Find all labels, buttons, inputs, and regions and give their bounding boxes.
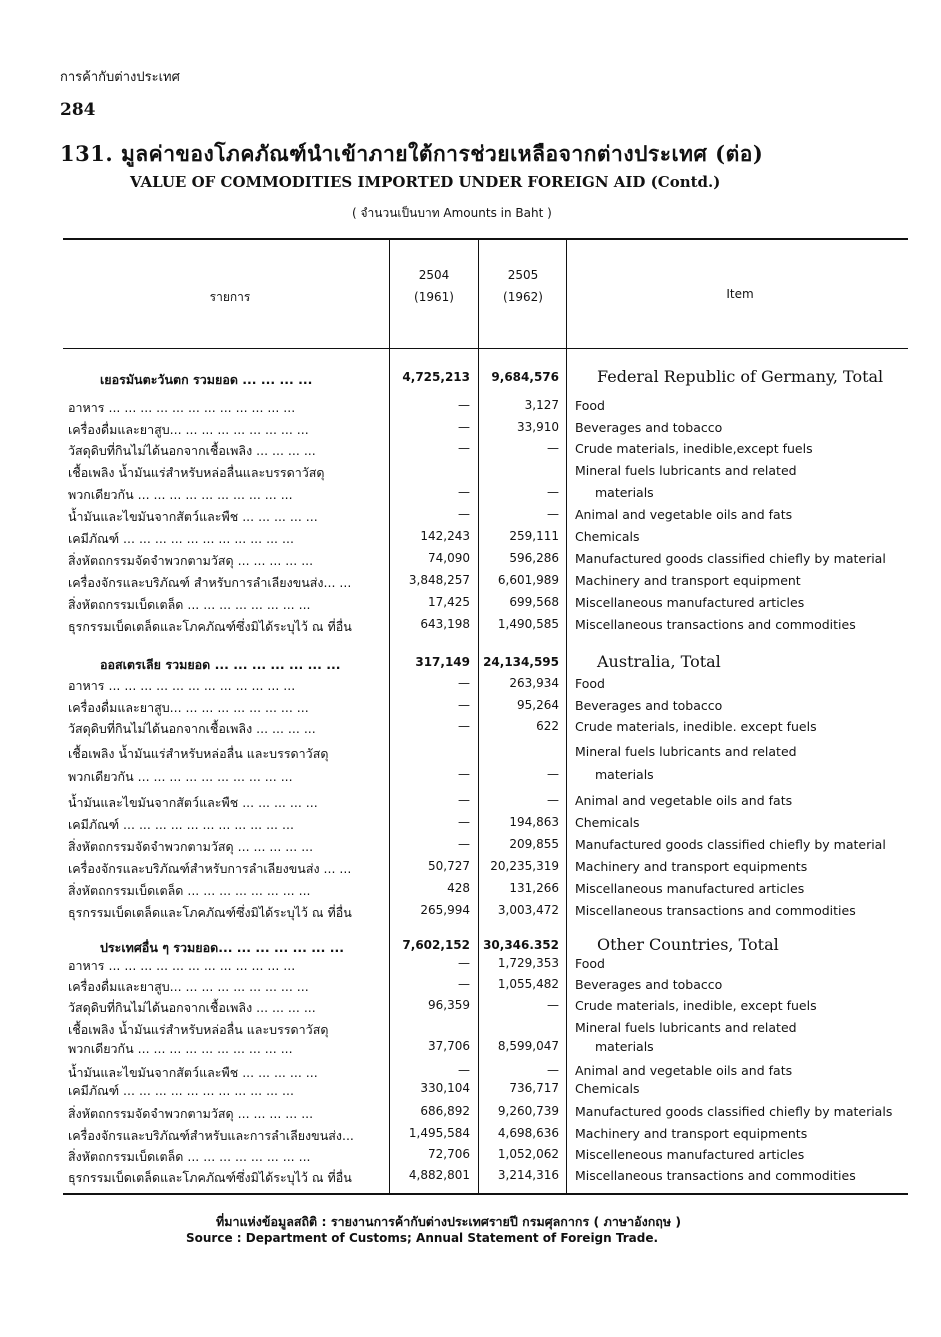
value-1961-cell: — xyxy=(458,1063,470,1077)
english-item-cell: Crude materials, inedible,except fuels xyxy=(575,441,813,456)
value-1962-cell: — xyxy=(547,507,559,521)
english-item-cell: Beverages and tobacco xyxy=(575,698,723,713)
english-item-cell: Manufactured goods classified chiefly by material xyxy=(575,837,886,852)
thai-item-cell: เคมีภัณฑ์ ... ... ... ... ... ... ... ... ... ... ... xyxy=(68,531,294,546)
thai-item-cell: อาหาร ... ... ... ... ... ... ... ... ... ... ... ... xyxy=(68,400,296,415)
value-1961-cell: 7,602,152 xyxy=(402,938,470,952)
thai-item-cell: ธุรกรรมเบ็ดเตล็ดและโภคภัณฑ์ซึ่งมิได้ระบุไว้ ณ ที่อื่น xyxy=(68,905,352,920)
value-1961-cell: 686,892 xyxy=(420,1104,470,1118)
table-row xyxy=(65,698,905,719)
english-item-cell: Crude materials, inedible, except fuels xyxy=(575,998,817,1013)
english-item-cell: Manufactured goods classified chiefly by materials xyxy=(575,1104,893,1119)
english-item-cell: materials xyxy=(595,767,654,782)
value-1962-cell: 30,346.352 xyxy=(483,938,559,952)
english-item-cell: Beverages and tobacco xyxy=(575,977,723,992)
english-item-cell: Miscellaneous transactions and commodities xyxy=(575,1168,856,1183)
value-1962-cell: 194,863 xyxy=(509,815,559,829)
column-header-item: Item xyxy=(726,287,754,301)
value-1961-cell: — xyxy=(458,698,470,712)
value-1962-cell: 596,286 xyxy=(509,551,559,565)
english-item-cell: Miscellaneous transactions and commodities xyxy=(575,617,856,632)
thai-item-cell: เชื้อเพลิง น้ำมันแร่สำหรับหล่อลื่น และบรรดาวัสดุ xyxy=(68,1022,329,1037)
thai-item-cell: วัสดุดิบที่กินไม่ได้นอกจากเชื้อเพลิง ... ... ... ... xyxy=(68,443,316,458)
table-row xyxy=(65,1126,905,1147)
table-row xyxy=(65,837,905,858)
english-item-cell: Food xyxy=(575,956,605,971)
thai-item-cell: ประเทศอื่น ๆ รวมยอด... ... ... ... ... ... ... xyxy=(100,940,345,955)
value-1961-cell: — xyxy=(458,485,470,499)
column-header-1962-ce: (1962) xyxy=(503,290,543,304)
value-1961-cell: 330,104 xyxy=(420,1081,470,1095)
table-row xyxy=(65,507,905,528)
english-item-cell: Miscellaneous manufactured articles xyxy=(575,881,805,896)
value-1961-cell: 1,495,584 xyxy=(408,1126,470,1140)
table-row xyxy=(65,859,905,880)
english-item-cell: materials xyxy=(595,485,654,500)
table-row xyxy=(65,1081,905,1102)
english-item-cell: Food xyxy=(575,676,605,691)
table-title-thai: 131. มูลค่าของโภคภัณฑ์นำเข้าภายใต้การช่วยเหลือจากต่างประเทศ (ต่อ) xyxy=(60,141,764,166)
value-1962-cell: 1,490,585 xyxy=(497,617,559,631)
value-1961-cell: 428 xyxy=(447,881,470,895)
thai-item-cell: เครื่องดื่มและยาสูบ... ... ... ... ... ... ... ... ... xyxy=(68,700,309,715)
english-item-cell: Manufactured goods classified chiefly by material xyxy=(575,551,886,566)
english-item-cell: materials xyxy=(595,1039,654,1054)
english-item-cell: Mineral fuels lubricants and related xyxy=(575,1020,797,1035)
value-1961-cell: 96,359 xyxy=(428,998,470,1012)
table-row xyxy=(65,793,905,814)
value-1962-cell: 24,134,595 xyxy=(483,655,559,669)
table-row xyxy=(65,529,905,550)
english-item-cell: Miscellaneous transactions and commodities xyxy=(575,903,856,918)
table-row xyxy=(65,815,905,836)
thai-item-cell: เชื้อเพลิง น้ำมันแร่สำหรับหล่อลื่นและบรรดาวัสดุ xyxy=(68,465,325,480)
english-item-cell: Food xyxy=(575,398,605,413)
value-1961-cell: — xyxy=(458,977,470,991)
thai-item-cell: ธุรกรรมเบ็ดเตล็ดและโภคภัณฑ์ซึ่งมิได้ระบุไว้ ณ ที่อื่น xyxy=(68,619,352,634)
value-1961-cell: 72,706 xyxy=(428,1147,470,1161)
value-1961-cell: 142,243 xyxy=(420,529,470,543)
thai-item-cell: ออสเตรเลีย รวมยอด ... ... ... ... ... ... ... xyxy=(100,657,341,672)
section-header: การค้ากับต่างประเทศ xyxy=(60,70,180,85)
value-1962-cell: 1,052,062 xyxy=(497,1147,559,1161)
value-1962-cell: 209,855 xyxy=(509,837,559,851)
header-bottom-rule xyxy=(63,348,908,349)
thai-item-cell: เยอรมันตะวันตก รวมยอด ... ... ... ... xyxy=(100,372,313,387)
value-1962-cell: — xyxy=(547,767,559,781)
english-item-cell: Miscelleneous manufactured articles xyxy=(575,1147,805,1162)
value-1962-cell: — xyxy=(547,485,559,499)
table-row xyxy=(65,551,905,572)
value-1961-cell: — xyxy=(458,441,470,455)
units-note: ( จำนวนเป็นบาท Amounts in Baht ) xyxy=(352,206,552,220)
value-1962-cell: 3,003,472 xyxy=(497,903,559,917)
table-row xyxy=(65,1104,905,1125)
value-1961-cell: — xyxy=(458,837,470,851)
value-1962-cell: 1,729,353 xyxy=(497,956,559,970)
value-1961-cell: 317,149 xyxy=(415,655,470,669)
value-1962-cell: 622 xyxy=(536,719,559,733)
table-bottom-rule xyxy=(63,1193,908,1195)
table-row xyxy=(65,1039,905,1060)
table-row xyxy=(65,767,905,788)
value-1962-cell: 1,055,482 xyxy=(497,977,559,991)
english-item-cell: Australia, Total xyxy=(597,652,721,671)
table-row xyxy=(65,903,905,924)
table-row xyxy=(65,956,905,977)
column-header-thai-item: รายการ xyxy=(209,290,251,304)
value-1962-cell: 8,599,047 xyxy=(497,1039,559,1053)
thai-item-cell: ธุรกรรมเบ็ดเตล็ดและโภคภัณฑ์ซึ่งมิได้ระบุไว้ ณ ที่อื่น xyxy=(68,1170,352,1185)
thai-item-cell: พวกเดียวกัน ... ... ... ... ... ... ... ... ... ... xyxy=(68,487,293,502)
thai-item-cell: เคมีภัณฑ์ ... ... ... ... ... ... ... ... ... ... ... xyxy=(68,817,294,832)
thai-item-cell: อาหาร ... ... ... ... ... ... ... ... ... ... ... ... xyxy=(68,958,296,973)
value-1962-cell: 6,601,989 xyxy=(497,573,559,587)
english-item-cell: Other Countries, Total xyxy=(597,935,779,954)
value-1961-cell: 643,198 xyxy=(420,617,470,631)
english-item-cell: Animal and vegetable oils and fats xyxy=(575,793,793,808)
value-1962-cell: 3,214,316 xyxy=(497,1168,559,1182)
english-item-cell: Federal Republic of Germany, Total xyxy=(597,367,884,386)
table-row xyxy=(65,881,905,902)
english-item-cell: Crude materials, inedible. except fuels xyxy=(575,719,817,734)
english-item-cell: Machinery and transport equipments xyxy=(575,859,808,874)
english-item-cell: Chemicals xyxy=(575,529,640,544)
table-row xyxy=(65,441,905,462)
thai-item-cell: น้ำมันและไขมันจากสัตว์และพืช ... ... ... ... ... xyxy=(68,1065,318,1080)
english-item-cell: Animal and vegetable oils and fats xyxy=(575,507,793,522)
value-1962-cell: — xyxy=(547,1063,559,1077)
english-item-cell: Chemicals xyxy=(575,815,640,830)
thai-item-cell: น้ำมันและไขมันจากสัตว์และพืช ... ... ... ... ... xyxy=(68,795,318,810)
value-1962-cell: 259,111 xyxy=(509,529,559,543)
value-1961-cell: — xyxy=(458,398,470,412)
value-1962-cell: 131,266 xyxy=(509,881,559,895)
thai-item-cell: สิ่งหัตถกรรมจัดจำพวกตามวัสดุ ... ... ... ... ... xyxy=(68,1106,314,1121)
value-1962-cell: — xyxy=(547,998,559,1012)
source-note-thai: ที่มาแห่งข้อมูลสถิติ : รายงานการค้ากับต่างประเทศรายปี กรมศุลกากร ( ภาษาอังกฤษ ) xyxy=(216,1214,682,1229)
value-1961-cell: 4,725,213 xyxy=(402,370,470,384)
thai-item-cell: สิ่งหัตถกรรมจัดจำพวกตามวัสดุ ... ... ... ... ... xyxy=(68,553,314,568)
value-1962-cell: 699,568 xyxy=(509,595,559,609)
thai-item-cell: เครื่องดื่มและยาสูบ... ... ... ... ... ... ... ... ... xyxy=(68,979,309,994)
table-row xyxy=(65,719,905,740)
value-1962-cell: — xyxy=(547,441,559,455)
english-item-cell: Miscellaneous manufactured articles xyxy=(575,595,805,610)
country-total-row xyxy=(65,367,905,391)
english-item-cell: Machinery and transport equipments xyxy=(575,1126,808,1141)
table-row xyxy=(65,463,905,484)
value-1961-cell: 50,727 xyxy=(428,859,470,873)
table-row xyxy=(65,617,905,638)
table-row xyxy=(65,1020,905,1041)
value-1961-cell: 4,882,801 xyxy=(408,1168,470,1182)
thai-item-cell: อาหาร ... ... ... ... ... ... ... ... ... ... ... ... xyxy=(68,678,296,693)
table-row xyxy=(65,1168,905,1189)
value-1962-cell: 95,264 xyxy=(517,698,559,712)
page-number: 284 xyxy=(60,100,96,120)
source-note-english: Source : Department of Customs; Annual Statement of Foreign Trade. xyxy=(186,1231,659,1245)
thai-item-cell: วัสดุดิบที่กินไม่ได้นอกจากเชื้อเพลิง ... ... ... ... xyxy=(68,721,316,736)
thai-item-cell: เครื่องดื่มและยาสูบ... ... ... ... ... ... ... ... ... xyxy=(68,422,309,437)
value-1961-cell: — xyxy=(458,793,470,807)
thai-item-cell: น้ำมันและไขมันจากสัตว์และพืช ... ... ... ... ... xyxy=(68,509,318,524)
table-row xyxy=(65,398,905,419)
thai-item-cell: พวกเดียวกัน ... ... ... ... ... ... ... ... ... ... xyxy=(68,1041,293,1056)
table-row xyxy=(65,573,905,594)
value-1962-cell: 263,934 xyxy=(509,676,559,690)
english-item-cell: Beverages and tobacco xyxy=(575,420,723,435)
thai-item-cell: เชื้อเพลิง น้ำมันแร่สำหรับหล่อลื่น และบรรดาวัสดุ xyxy=(68,746,329,761)
column-header-1961-year: 2504 xyxy=(418,268,450,282)
table-row xyxy=(65,420,905,441)
english-item-cell: Machinery and transport equipment xyxy=(575,573,801,588)
value-1962-cell: 4,698,636 xyxy=(497,1126,559,1140)
country-total-row xyxy=(65,652,905,676)
value-1962-cell: 9,260,739 xyxy=(497,1104,559,1118)
table-title-english: VALUE OF COMMODITIES IMPORTED UNDER FOREIGN AID (Contd.) xyxy=(130,173,721,191)
table-top-rule xyxy=(63,238,908,240)
table-row xyxy=(65,977,905,998)
thai-item-cell: สิ่งหัตถกรรมเบ็ดเตล็ด ... ... ... ... ... ... ... ... xyxy=(68,1149,311,1164)
value-1961-cell: 17,425 xyxy=(428,595,470,609)
table-row xyxy=(65,485,905,506)
table-row xyxy=(65,1147,905,1168)
value-1961-cell: 3,848,257 xyxy=(408,573,470,587)
table-row xyxy=(65,676,905,697)
value-1961-cell: 37,706 xyxy=(428,1039,470,1053)
value-1961-cell: — xyxy=(458,676,470,690)
thai-item-cell: สิ่งหัตถกรรมเบ็ดเตล็ด ... ... ... ... ... ... ... ... xyxy=(68,883,311,898)
value-1961-cell: — xyxy=(458,956,470,970)
english-item-cell: Chemicals xyxy=(575,1081,640,1096)
value-1961-cell: — xyxy=(458,815,470,829)
value-1962-cell: 3,127 xyxy=(524,398,559,412)
value-1961-cell: 265,994 xyxy=(420,903,470,917)
value-1961-cell: — xyxy=(458,719,470,733)
value-1962-cell: 20,235,319 xyxy=(490,859,559,873)
thai-item-cell: สิ่งหัตถกรรมจัดจำพวกตามวัสดุ ... ... ... ... ... xyxy=(68,839,314,854)
english-item-cell: Animal and vegetable oils and fats xyxy=(575,1063,793,1078)
value-1961-cell: 74,090 xyxy=(428,551,470,565)
thai-item-cell: เครื่องจักรและบริภัณฑ์ สำหรับการลำเลียงขนส่ง... ... xyxy=(68,575,352,590)
table-row xyxy=(65,744,905,765)
value-1962-cell: 33,910 xyxy=(517,420,559,434)
column-header-1961-ce: (1961) xyxy=(414,290,454,304)
thai-item-cell: เครื่องจักรและบริภัณฑ์สำหรับการลำเลียงขนส่ง ... ... xyxy=(68,861,352,876)
column-header-1962-year: 2505 xyxy=(507,268,539,282)
thai-item-cell: เครื่องจักรและบริภัณฑ์สำหรับและการลำเลียงขนส่ง... xyxy=(68,1128,354,1143)
table-row xyxy=(65,595,905,616)
thai-item-cell: วัสดุดิบที่กินไม่ได้นอกจากเชื้อเพลิง ... ... ... ... xyxy=(68,1000,316,1015)
value-1962-cell: — xyxy=(547,793,559,807)
english-item-cell: Mineral fuels lubricants and related xyxy=(575,744,797,759)
thai-item-cell: เคมีภัณฑ์ ... ... ... ... ... ... ... ... ... ... ... xyxy=(68,1083,294,1098)
table-row xyxy=(65,998,905,1019)
value-1961-cell: — xyxy=(458,420,470,434)
thai-item-cell: สิ่งหัตถกรรมเบ็ดเตล็ด ... ... ... ... ... ... ... ... xyxy=(68,597,311,612)
thai-item-cell: พวกเดียวกัน ... ... ... ... ... ... ... ... ... ... xyxy=(68,769,293,784)
english-item-cell: Mineral fuels lubricants and related xyxy=(575,463,797,478)
value-1961-cell: — xyxy=(458,507,470,521)
value-1962-cell: 736,717 xyxy=(509,1081,559,1095)
value-1962-cell: 9,684,576 xyxy=(491,370,559,384)
value-1961-cell: — xyxy=(458,767,470,781)
